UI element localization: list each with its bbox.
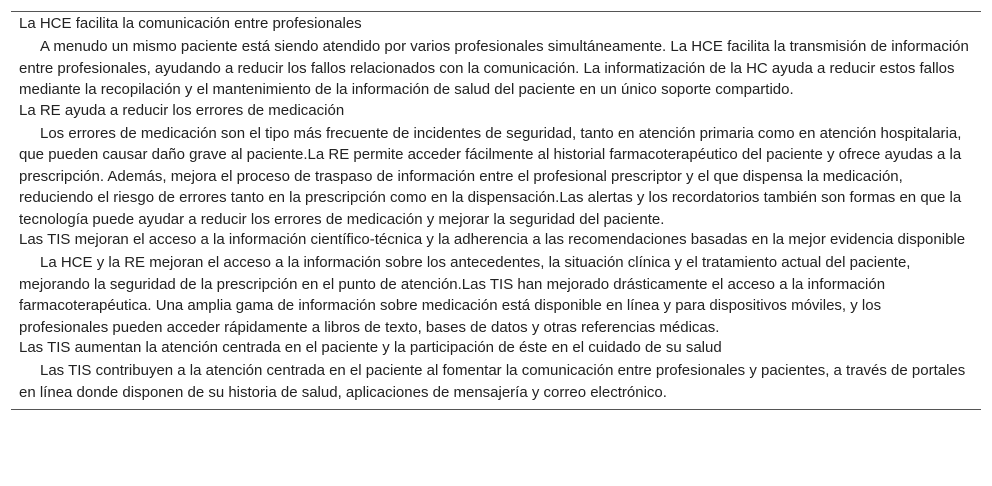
section-tis-patient-centered-care	[19, 338, 973, 403]
section-re-medication-errors	[19, 101, 973, 231]
section-heading: Las TIS mejoran el acceso a la información científico-técnica y la adherencia a las recomendaciones basadas en la mejor evidencia disponible	[19, 231, 966, 248]
section-body: A menudo un mismo paciente está siendo atendido por varios profesionales simultáneamente. La HCE facilita la transmisión de información entre profesionales, ayudando a reducir los fallos relacionados con la comunicación. La informatización de la HC ayuda a reducir estos fallos mediante la recopilación y el mantenimiento de la información de salud del paciente en un único soporte compartido.	[19, 38, 969, 98]
section-body: Las TIS contribuyen a la atención centrada en el paciente al fomentar la comunicación entre profesionales y pacientes, a través de portales en línea donde disponen de su historia de salud, aplicaciones de mensajería y correo electrónico.	[19, 362, 966, 401]
section-heading: Las TIS aumentan la atención centrada en el paciente y la participación de éste en el cuidado de su salud	[19, 339, 722, 356]
section-hce-communication	[19, 14, 973, 101]
section-body: Los errores de medicación son el tipo más frecuente de incidentes de seguridad, tanto en atención primaria como en atención hospitalaria, que pueden causar daño grave al paciente.La RE permite acceder fácilmente al historial farmacoterapéutico del paciente y ofrece ayudas a la prescripción. Además, mejora el proceso de traspaso de información entre el profesional prescriptor y el que dispensa la medicación, reduciendo el riesgo de errores tanto en la prescripción como en la dispensación.Las alertas y los recordatorios también son formas en que la tecnología puede ayudar a reducir los errores de medicación y mejorar la seguridad del paciente.	[19, 124, 962, 228]
content-table	[11, 11, 981, 410]
section-tis-information-access	[19, 230, 973, 338]
section-body: La HCE y la RE mejoran el acceso a la información sobre los antecedentes, la situación clínica y el tratamiento actual del paciente, mejorando la seguridad de la prescripción en el punto de atención.Las TIS han mejorado drásticamente el acceso a la información farmacoterapéutica. Una amplia gama de información sobre medicación está disponible en línea y para dispositivos móviles, y los profesionales pueden acceder rápidamente a libros de texto, bases de datos y otras referencias médicas.	[19, 254, 911, 336]
section-heading: La HCE facilita la comunicación entre profesionales	[19, 15, 362, 32]
section-heading: La RE ayuda a reducir los errores de medicación	[19, 101, 345, 119]
